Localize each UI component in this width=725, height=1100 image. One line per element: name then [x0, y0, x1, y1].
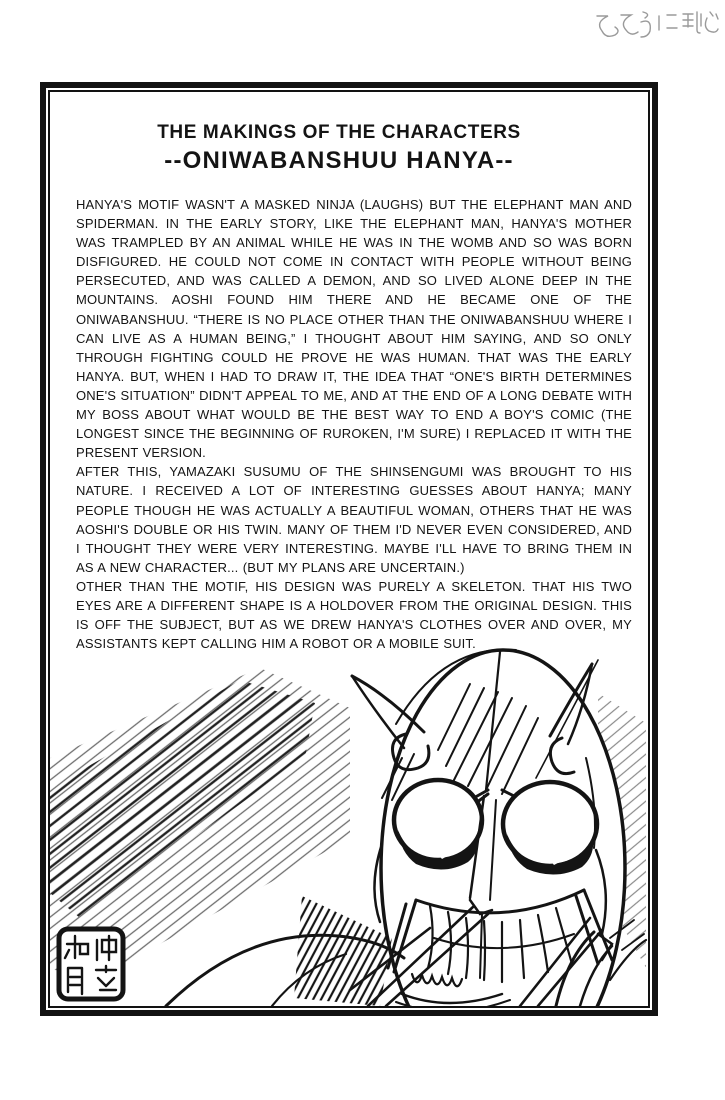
page-frame-inner [48, 90, 650, 1008]
paragraph-3: OTHER THAN THE MOTIF, HIS DESIGN WAS PURELY A SKELETON. THAT HIS TWO EYES ARE A DIFFERENT SHAPE IS A HOLDOVER FROM THE ORIGINAL DESIGN. THIS IS OFF THE SUBJECT, BUT AS WE DREW HANYA'S CLOTHES OVER AND OVER, MY ASSISTANTS KEPT CALLING HIM A ROBOT OR A MOBILE SUIT. [76, 578, 632, 652]
hanya-mask-sketch [50, 638, 648, 1006]
paragraph-1: HANYA'S MOTIF WASN'T A MASKED NINJA (LAUGHS) BUT THE ELEPHANT MAN AND SPIDERMAN. IN THE EARLY STORY, LIKE THE ELEPHANT MAN, HANYA'S MOTHER WAS TRAMPLED BY AN ANIMAL WHILE HE WAS IN THE WOMB AND SO WAS BORN DISFIGURED. HE COULD NOT COME IN CONTACT WITH PEOPLE WITHOUT BEING PERSECUTED, AND WAS CALLED A DEMON, AND SO LIVED ALONE DEEP IN THE MOUNTAINS. AOSHI FOUND HIM THERE AND HE BECAME ONE OF THE ONIWABANSHUU. “THERE IS NO PLACE OTHER THAN THE ONIWABANSHUU WHERE I CAN LIVE AS A HUMAN BEING,” I THOUGHT ABOUT HIM SAYING, AND SO ONLY THROUGH FIGHTING COULD HE PROVE HE WAS HUMAN. THAT WAS THE EARLY HANYA. BUT, WHEN I HAD TO DRAW IT, THE IDEA THAT “ONE'S BIRTH DETERMINES ONE'S SITUATION” DIDN'T APPEAL TO ME, AND AT THE END OF A LONG DEBATE WITH MY BOSS ABOUT WHAT WOULD BE THE BEST WAY TO END A BOY'S COMIC (THE LONGEST SINCE THE BEGINNING OF RUROKEN, I'M SURE) I REPLACED IT WITH THE PRESENT VERSION. [76, 197, 632, 461]
title-block [76, 122, 602, 175]
paragraph-2: AFTER THIS, YAMAZAKI SUSUMU OF THE SHINSENGUMI WAS BROUGHT TO HIS NATURE. I RECEIVED A LOT OF INTERESTING GUESSES ABOUT HANYA; MANY PEOPLE THOUGH HE WAS ACTUALLY A BEAUTIFUL WOMAN, OTHERS THAT HE WAS AOSHI'S DOUBLE OR HIS TWIN. MANY OF THEM I'D NEVER EVEN CONSIDERED, AND I THOUGHT THEY WERE VERY INTERESTING. MAYBE I'LL HAVE TO BRING THEM IN AS A NEW CHARACTER... (BUT MY PLANS ARE UNCERTAIN.) [76, 464, 632, 575]
article-content [50, 92, 648, 653]
character-title: --ONIWABANSHUU HANYA-- [164, 147, 514, 174]
section-title: THE MAKINGS OF THE CHARACTERS [157, 122, 521, 143]
artist-seal [59, 929, 123, 999]
commentary-text [76, 195, 632, 653]
rurouni-kenshin-logo [589, 5, 719, 41]
page-frame [40, 82, 658, 1016]
